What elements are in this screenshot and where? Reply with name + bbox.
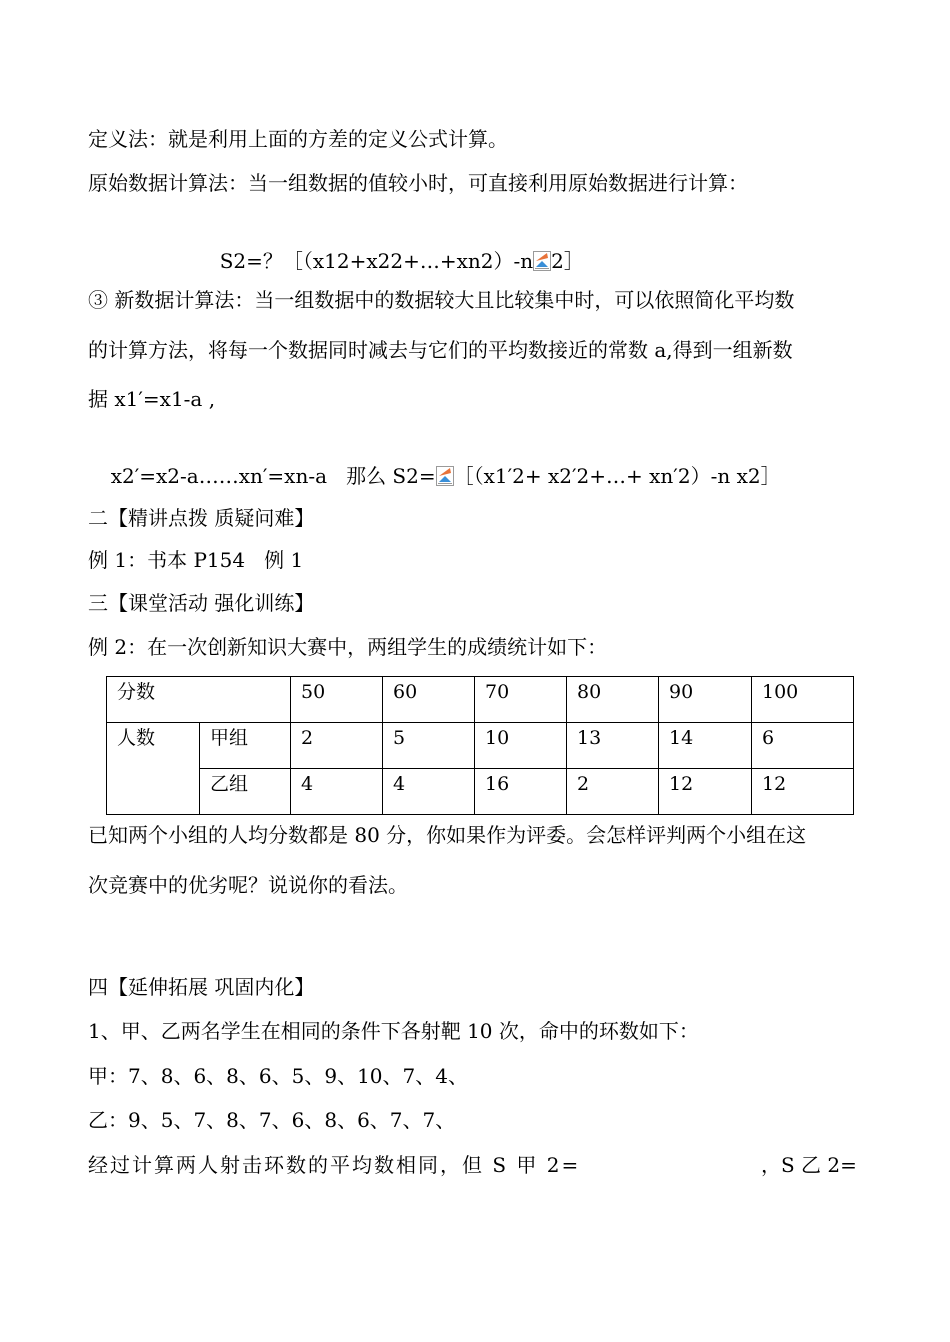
problem1-text: 1、甲、乙两名学生在相同的条件下各射靶 10 次，命中的环数如下： xyxy=(88,1019,699,1043)
table-cell: 90 xyxy=(659,677,752,723)
score-table xyxy=(106,676,854,815)
table-row xyxy=(107,677,854,723)
table-cell: 2 xyxy=(567,769,659,815)
table-cell: 16 xyxy=(475,769,567,815)
table-cell: 2 xyxy=(291,723,383,769)
table-row xyxy=(107,723,854,769)
section3-heading: 三【课堂活动 强化训练】 xyxy=(88,591,315,615)
group-b-label-cell: 乙组 xyxy=(200,769,291,815)
raw-method-text: 原始数据计算法：当一组数据的值较小时，可直接利用原始数据进行计算： xyxy=(88,171,748,195)
table-cell: 12 xyxy=(659,769,752,815)
formula-new xyxy=(98,437,781,489)
example2-text: 例 2：在一次创新知识大赛中，两组学生的成绩统计如下： xyxy=(88,635,608,659)
broken-image-icon xyxy=(436,466,454,486)
table-cell: 80 xyxy=(567,677,659,723)
formula-raw-left: S2=？［（x12+x22+…+xn2）-n xyxy=(219,249,534,273)
conclusion-right: ，S 乙 2= xyxy=(761,1153,857,1177)
table-cell: 70 xyxy=(475,677,567,723)
conclusion-left: 经过计算两人射击环数的平均数相同，但 S 甲 2= xyxy=(88,1153,581,1177)
section2-heading: 二【精讲点拨 质疑问难】 xyxy=(88,506,315,530)
people-header-cell: 人数 xyxy=(107,723,200,815)
table-cell: 5 xyxy=(383,723,475,769)
formula-raw xyxy=(207,222,584,274)
score-header-cell: 分数 xyxy=(107,677,291,723)
formula-raw-right: 2］ xyxy=(551,249,584,273)
question-line2: 次竞赛中的优劣呢？说说你的看法。 xyxy=(88,873,408,897)
table-cell: 10 xyxy=(475,723,567,769)
formula-new-left: x2′=x2-a……xn′=xn-a 那么 S2= xyxy=(110,464,436,488)
table-cell: 13 xyxy=(567,723,659,769)
section4-heading: 四【延伸拓展 巩固内化】 xyxy=(88,975,315,999)
table-cell: 4 xyxy=(383,769,475,815)
table-cell: 60 xyxy=(383,677,475,723)
new-method-line3: 据 x1′=x1-a , xyxy=(88,387,216,411)
group-a-label-cell: 甲组 xyxy=(200,723,291,769)
jia-scores: 甲：7、8、6、8、6、5、9、10、7、4、 xyxy=(88,1064,468,1088)
new-method-line1: ③ 新数据计算法：当一组数据中的数据较大且比较集中时，可以依照简化平均数 xyxy=(88,288,795,312)
yi-scores: 乙：9、5、7、8、7、6、8、6、7、7、 xyxy=(88,1108,456,1132)
table-cell: 50 xyxy=(291,677,383,723)
table-cell: 12 xyxy=(752,769,854,815)
example1-text: 例 1：书本 P154 例 1 xyxy=(88,548,304,572)
definition-method-text: 定义法：就是利用上面的方差的定义公式计算。 xyxy=(88,127,508,151)
formula-new-right: ［（x1′2+ x2′2+…+ xn′2）-n x2］ xyxy=(453,464,781,488)
question-line1: 已知两个小组的人均分数都是 80 分，你如果作为评委。会怎样评判两个小组在这 xyxy=(88,823,807,847)
table-cell: 6 xyxy=(752,723,854,769)
broken-image-icon xyxy=(533,251,551,271)
table-cell: 100 xyxy=(752,677,854,723)
table-cell: 14 xyxy=(659,723,752,769)
new-method-line2: 的计算方法，将每一个数据同时减去与它们的平均数接近的常数 a,得到一组新数 xyxy=(88,338,793,362)
table-row xyxy=(107,769,854,815)
table-cell: 4 xyxy=(291,769,383,815)
